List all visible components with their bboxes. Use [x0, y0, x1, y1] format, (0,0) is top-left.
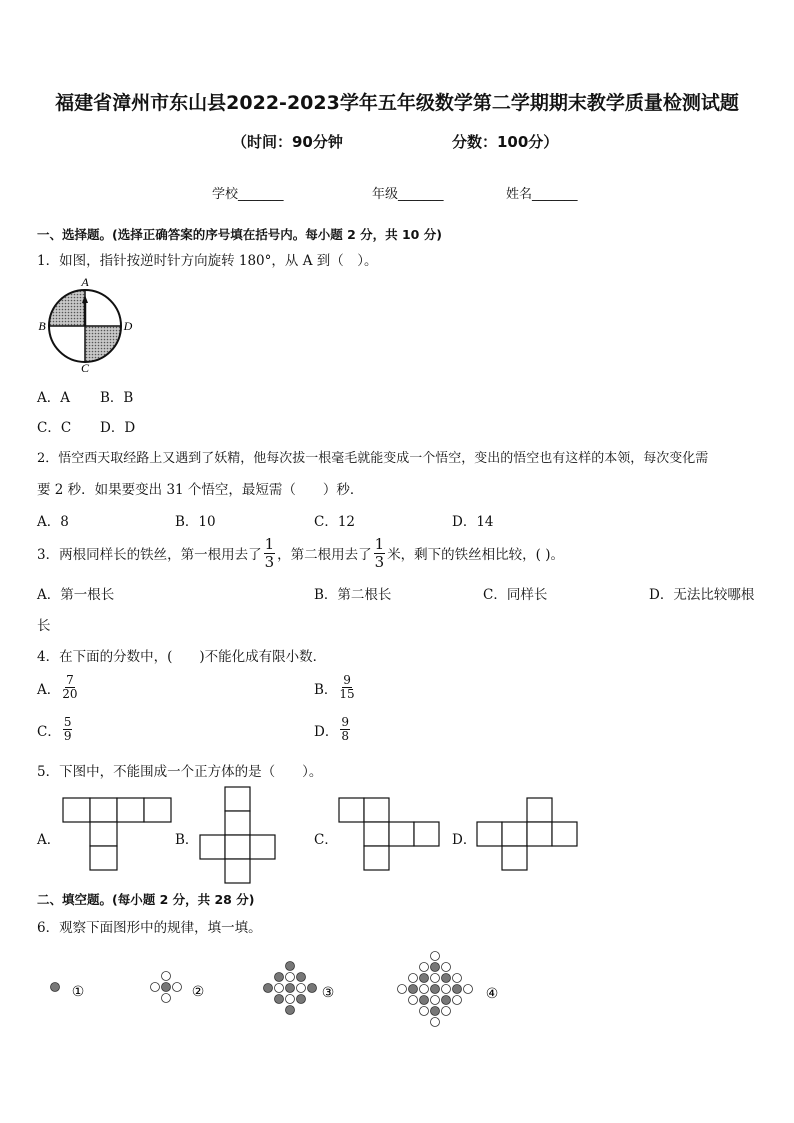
- q1-option-d: D．D: [100, 420, 136, 436]
- q2-option-c: C．12: [314, 514, 356, 530]
- q3-fraction-1: $\frac{1}{3}$: [264, 535, 275, 571]
- q5-net-b: [199, 786, 277, 886]
- q1-clock-figure: [34, 275, 134, 375]
- q5-option-a-label: A．: [37, 832, 61, 848]
- q4-text: 4．在下面的分数中，( )不能化成有限小数．: [37, 649, 327, 665]
- q4-option-c: C． $\frac{5}{9}$: [37, 715, 72, 744]
- q4-option-d: D． $\frac{9}{8}$: [314, 715, 349, 744]
- q6-label-2: ②: [191, 984, 205, 1000]
- q3-option-d-wrap: 长: [37, 618, 51, 634]
- q5-net-a: [62, 797, 172, 872]
- q1-option-a: A．A: [37, 390, 70, 406]
- exam-time: （时间：90分钟: [232, 133, 343, 151]
- q2-option-d: D．14: [452, 514, 494, 530]
- q5-option-d-label: D．: [452, 832, 477, 848]
- q1-option-b: B．B: [100, 390, 134, 406]
- name-field: 姓名_______: [506, 187, 578, 202]
- q2-option-a: A．8: [37, 514, 69, 530]
- q5-net-d: [476, 797, 578, 875]
- q6-label-4: ④: [485, 986, 499, 1002]
- label-a: A: [81, 275, 89, 289]
- grade-field: 年级_______: [372, 187, 444, 202]
- q3-option-b: B．第二根长: [314, 587, 392, 603]
- q5-option-c-label: C．: [314, 832, 338, 848]
- q6-pattern-4: [390, 950, 510, 1036]
- q5-text: 5．下图中，不能围成一个正方体的是（ ）。: [37, 764, 323, 780]
- label-c: C: [80, 361, 90, 375]
- q1-text: 1．如图，指针按逆时针方向旋转 180°，从 A 到（ ）。: [37, 253, 378, 269]
- q1-option-c: C．C: [37, 420, 72, 436]
- school-field: 学校_______: [212, 187, 284, 202]
- q4-option-a: A． $\frac{7}{20}$: [37, 673, 78, 702]
- q3-option-c: C．同样长: [483, 587, 548, 603]
- label-d: D: [123, 319, 133, 333]
- q3-option-d: D．无法比较哪根: [649, 587, 755, 603]
- exam-score: 分数：100分）: [452, 133, 559, 151]
- q3-option-a: A．第一根长: [37, 587, 115, 603]
- page-title: 福建省漳州市东山县2022-2023学年五年级数学第二学期期末教学质量检测试题: [55, 92, 739, 114]
- q5-option-b-label: B．: [175, 832, 199, 848]
- q6-pattern-3: [258, 960, 340, 1022]
- label-b: B: [38, 319, 46, 333]
- q2-line1: 2．悟空西天取经路上又遇到了妖精，他每次拔一根毫毛就能变成一个悟空，变出的悟空也有这样的本领，每次变化需: [37, 451, 709, 466]
- q5-net-c: [338, 797, 440, 875]
- q2-line2: 要 2 秒．如果要变出 31 个悟空，最短需（ ）秒．: [37, 482, 364, 498]
- section2-heading: 二、填空题。(每小题 2 分，共 28 分): [37, 892, 255, 907]
- q6-pattern-1: [48, 980, 93, 1002]
- q4-option-b: B． $\frac{9}{15}$: [314, 673, 355, 702]
- q6-label-3: ③: [321, 985, 335, 1001]
- q3-text: 3．两根同样长的铁丝，第一根用去了 $\frac{1}{3}$ ，第二根用去了 $\frac{1}{3}$ 米，剩下的铁丝相比较，( )。: [37, 535, 565, 571]
- q6-text: 6．观察下面图形中的规律，填一填。: [37, 920, 262, 936]
- q3-fraction-2: $\frac{1}{3}$: [374, 535, 385, 571]
- q6-pattern-2: [148, 970, 210, 1014]
- section1-heading: 一、选择题。(选择正确答案的序号填在括号内。每小题 2 分，共 10 分): [37, 227, 442, 242]
- q6-label-1: ①: [71, 984, 85, 1000]
- q2-option-b: B．10: [175, 514, 216, 530]
